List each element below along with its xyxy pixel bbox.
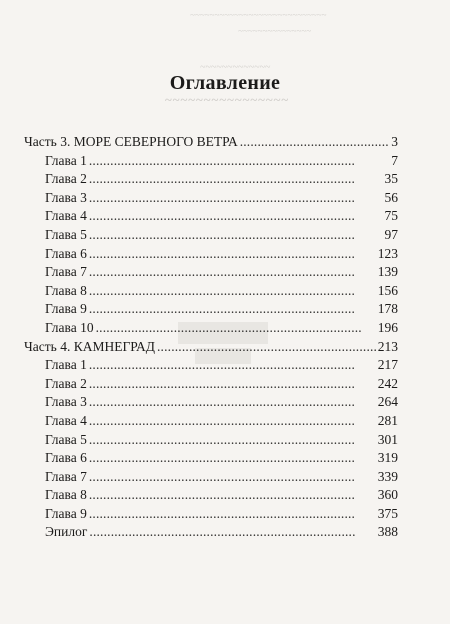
toc-part-entry — [24, 338, 398, 357]
toc-entry-label: Глава 2 — [45, 375, 87, 391]
toc-chapter-entry — [24, 189, 398, 208]
dot-leader — [89, 282, 376, 301]
dot-leader — [89, 226, 383, 245]
dot-leader — [89, 412, 376, 431]
toc-chapter-entry — [24, 356, 398, 375]
toc-entry-label: Глава 3 — [45, 189, 87, 205]
toc-entry-label: Часть 3. МОРЕ СЕВЕРНОГО ВЕТРА — [24, 134, 238, 149]
dot-leader — [89, 431, 376, 450]
toc-chapter-entry — [24, 449, 398, 468]
toc-entry-label: Глава 8 — [45, 282, 87, 298]
toc-page-number: 242 — [377, 375, 398, 391]
dot-leader — [89, 393, 376, 412]
dot-leader — [89, 486, 376, 505]
toc-page-number: 375 — [377, 505, 398, 521]
dot-leader — [89, 523, 375, 542]
toc-chapter-entry — [24, 412, 398, 431]
dot-leader — [89, 207, 383, 226]
toc-chapter-entry — [24, 393, 398, 412]
show-through-text: ~~~~~~~~~~~~~~~ — [238, 26, 312, 36]
toc-entry-label: Глава 7 — [45, 264, 87, 280]
toc-page-number: 281 — [377, 412, 398, 428]
dot-leader — [89, 356, 376, 375]
dot-leader — [89, 245, 376, 264]
toc-page-number: 35 — [384, 171, 398, 187]
dot-leader — [96, 319, 376, 338]
toc-chapter-entry — [24, 523, 398, 542]
dot-leader — [89, 449, 376, 468]
toc-entry-label: Глава 7 — [45, 468, 87, 484]
table-of-contents — [24, 133, 398, 542]
toc-page-number: 97 — [384, 226, 398, 242]
toc-entry-label: Глава 6 — [45, 450, 87, 466]
toc-page-number: 178 — [377, 301, 398, 317]
toc-entry-label: Глава 4 — [45, 412, 87, 428]
toc-page-number: 388 — [377, 524, 398, 540]
toc-page-number: 213 — [377, 338, 398, 354]
toc-chapter-entry — [24, 245, 398, 264]
toc-page-number: 339 — [377, 468, 398, 484]
toc-entry-label: Глава 9 — [45, 301, 87, 317]
toc-chapter-entry — [24, 319, 398, 338]
toc-page-number: 7 — [391, 152, 398, 168]
toc-chapter-entry — [24, 226, 398, 245]
dot-leader — [89, 189, 383, 208]
toc-entry-label: Глава 6 — [45, 245, 87, 261]
toc-page-number: 217 — [377, 357, 398, 373]
toc-entry-label: Глава 4 — [45, 208, 87, 224]
toc-chapter-entry — [24, 505, 398, 524]
toc-entry-label: Глава 1 — [45, 357, 87, 373]
toc-chapter-entry — [24, 486, 398, 505]
dot-leader — [89, 263, 376, 282]
toc-page-number: 301 — [377, 431, 398, 447]
dot-leader — [89, 505, 376, 524]
show-through-text: ~~~~~~~~~~~~~ — [200, 62, 271, 73]
dot-leader — [89, 170, 383, 189]
toc-page-number: 156 — [377, 282, 398, 298]
toc-chapter-entry — [24, 375, 398, 394]
toc-page-number: 75 — [384, 208, 398, 224]
toc-page-number: 264 — [377, 394, 398, 410]
toc-entry-label: Глава 3 — [45, 394, 87, 410]
toc-page-number: 319 — [377, 450, 398, 466]
toc-page-number: 196 — [377, 319, 398, 335]
toc-chapter-entry — [24, 152, 398, 171]
toc-page-number: 139 — [377, 264, 398, 280]
dot-leader — [240, 133, 390, 152]
show-through-text: ~~~~~~~~~~~~~~~~~~~~~~~~~~~~ — [190, 10, 327, 20]
toc-chapter-entry — [24, 263, 398, 282]
page-title: Оглавление — [169, 72, 281, 94]
dot-leader — [89, 152, 389, 171]
toc-entry-label: Глава 10 — [45, 319, 94, 335]
toc-entry-label: Глава 5 — [45, 226, 87, 242]
toc-entry-label: Эпилог — [45, 524, 88, 540]
toc-page-number: 56 — [384, 189, 398, 205]
dot-leader — [157, 338, 376, 357]
show-through-text: ~~~~~~~~~~~~~~~~ — [165, 92, 290, 107]
dot-leader — [89, 375, 376, 394]
toc-entry-label: Глава 5 — [45, 431, 87, 447]
toc-page-number: 3 — [391, 134, 398, 149]
toc-part-entry — [24, 133, 398, 152]
toc-entry-label: Часть 4. КАМНЕГРАД — [24, 338, 155, 354]
toc-chapter-entry — [24, 282, 398, 301]
toc-entry-label: Глава 9 — [45, 505, 87, 521]
toc-chapter-entry — [24, 170, 398, 189]
toc-chapter-entry — [24, 207, 398, 226]
toc-page-number: 123 — [377, 245, 398, 261]
dot-leader — [89, 468, 376, 487]
toc-chapter-entry — [24, 431, 398, 450]
toc-entry-label: Глава 2 — [45, 171, 87, 187]
dot-leader — [89, 300, 376, 319]
toc-chapter-entry — [24, 300, 398, 319]
toc-page-number: 360 — [377, 487, 398, 503]
toc-chapter-entry — [24, 468, 398, 487]
toc-entry-label: Глава 1 — [45, 152, 87, 168]
toc-entry-label: Глава 8 — [45, 487, 87, 503]
